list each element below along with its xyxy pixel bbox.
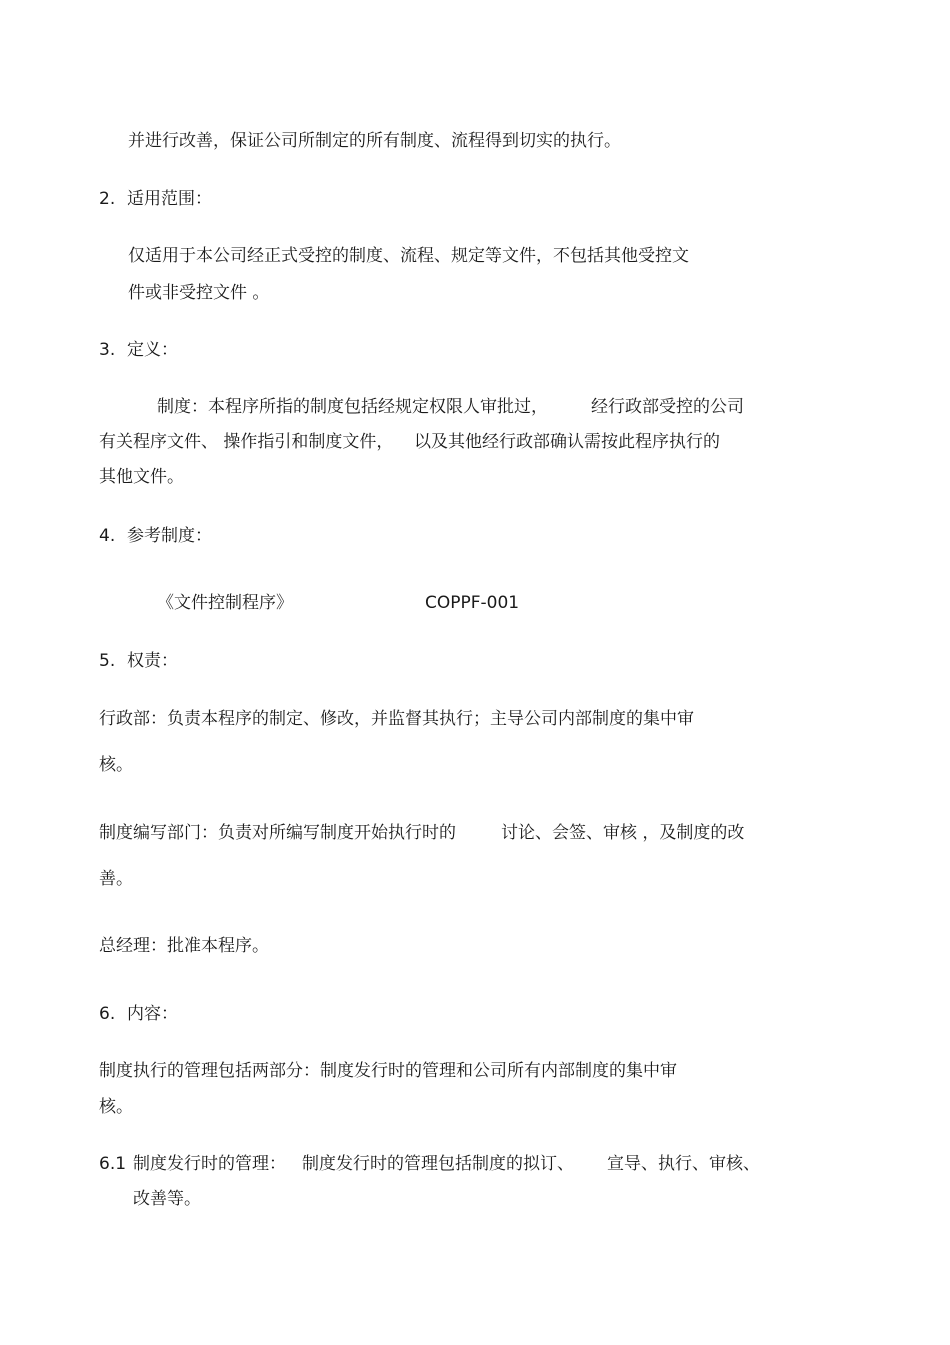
section-2-heading	[99, 188, 212, 210]
content-line: 核。	[99, 1097, 133, 1117]
gm-duty-line: 总经理：批准本程序。	[99, 936, 269, 956]
section-title: 内容：	[127, 1004, 178, 1024]
subsection-6-1-text: 宣导、执行、审核、	[607, 1154, 760, 1174]
subsection-number: 6.1	[99, 1154, 127, 1174]
section-5-heading	[99, 650, 178, 672]
definition-line-2a: 有关程序文件、 操作指引和制度文件，	[99, 432, 394, 452]
section-number: 6.	[99, 1004, 116, 1024]
section-title: 适用范围：	[127, 189, 212, 209]
section-4-heading	[99, 525, 212, 547]
subsection-title: 制度发行时的管理：	[133, 1154, 286, 1174]
section-2-body-line: 件或非受控文件 。	[128, 283, 270, 303]
section-number: 2.	[99, 189, 116, 209]
definition-line-3: 其他文件。	[99, 467, 184, 487]
section-2-body-line: 仅适用于本公司经正式受控的制度、流程、规定等文件，不包括其他受控文	[128, 246, 689, 266]
reference-code: COPPF-001	[425, 593, 520, 613]
intro-line: 并进行改善，保证公司所制定的所有制度、流程得到切实的执行。	[128, 131, 621, 151]
definition-line-1b: 经行政部受控的公司	[591, 397, 744, 417]
admin-duty-line: 核。	[99, 755, 133, 775]
section-title: 权责：	[127, 651, 178, 671]
subsection-6-1-line	[99, 1153, 286, 1175]
subsection-6-1-line-2: 改善等。	[133, 1189, 201, 1209]
admin-duty-line: 行政部：负责本程序的制定、修改，并监督其执行；主导公司内部制度的集中审	[99, 709, 694, 729]
subsection-6-1-text: 制度发行时的管理包括制度的拟订、	[302, 1154, 574, 1174]
dept-duty-line-b: 讨论、会签、审核 ，及制度的改	[501, 823, 745, 843]
dept-duty-line-a: 制度编写部门：负责对所编写制度开始执行时的	[99, 823, 456, 843]
section-title: 定义：	[127, 340, 178, 360]
section-number: 5.	[99, 651, 116, 671]
content-line: 制度执行的管理包括两部分：制度发行时的管理和公司所有内部制度的集中审	[99, 1061, 677, 1081]
section-6-heading	[99, 1003, 178, 1025]
section-number: 3.	[99, 340, 116, 360]
definition-line-2b: 以及其他经行政部确认需按此程序执行的	[414, 432, 720, 452]
section-3-heading	[99, 339, 178, 361]
section-number: 4.	[99, 526, 116, 546]
dept-duty-line: 善。	[99, 869, 133, 889]
reference-title: 《文件控制程序》	[157, 593, 293, 613]
section-title: 参考制度：	[127, 526, 212, 546]
definition-line-1a: 制度：本程序所指的制度包括经规定权限人审批过，	[157, 397, 548, 417]
